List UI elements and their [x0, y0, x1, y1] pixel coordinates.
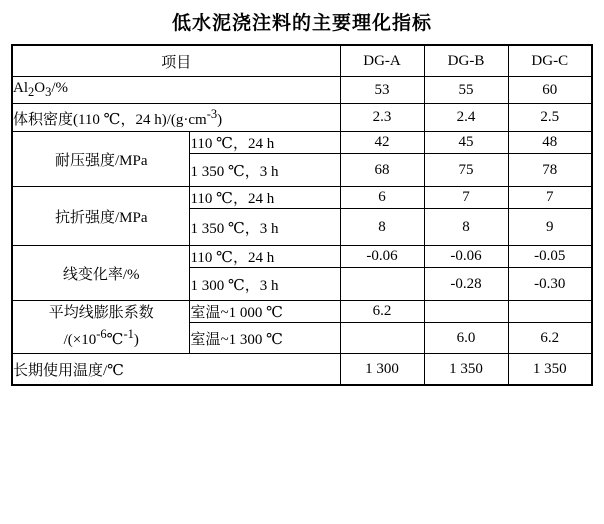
- page-title: 低水泥浇注料的主要理化指标: [171, 13, 432, 34]
- value-linear-1-c: -0.05: [508, 246, 592, 268]
- value-linear-1-a: -0.06: [340, 246, 424, 268]
- value-flexural-2-b: 8: [424, 209, 508, 246]
- condition-expansion-1: 室温~1 000 ℃: [190, 301, 340, 323]
- value-flexural-1-a: 6: [340, 187, 424, 209]
- row-label-linear-change: 线变化率/%: [12, 246, 190, 301]
- value-compressive-1-a: 42: [340, 132, 424, 154]
- header-col-3: DG-C: [508, 45, 592, 77]
- value-service-temp-b: 1 350: [424, 354, 508, 386]
- value-flexural-1-b: 7: [424, 187, 508, 209]
- row-label-al2o3: $Al_2O_3/\%$: [12, 77, 340, 104]
- value-linear-1-b: -0.06: [424, 246, 508, 268]
- value-flexural-2-a: 8: [340, 209, 424, 246]
- table-row: [12, 132, 592, 154]
- header-item: 项目: [12, 45, 340, 77]
- value-compressive-1-c: 48: [508, 132, 592, 154]
- value-al2o3-a: 53: [340, 77, 424, 104]
- table-row: [12, 187, 592, 209]
- value-al2o3-c: 60: [508, 77, 592, 104]
- condition-linear-2: 1 300 ℃，3 h: [190, 268, 340, 301]
- table-row: [12, 77, 592, 104]
- value-bulk-density-b: 2.4: [424, 104, 508, 132]
- value-bulk-density-c: 2.5: [508, 104, 592, 132]
- value-linear-2-c: -0.30: [508, 268, 592, 301]
- value-expansion-1-b: [424, 301, 508, 323]
- table-row: [12, 246, 592, 268]
- table-row: [12, 104, 592, 132]
- value-expansion-1-a: 6.2: [340, 301, 424, 323]
- value-compressive-2-c: 78: [508, 154, 592, 187]
- row-label-compressive-strength: 耐压强度/MPa: [12, 132, 190, 187]
- table-row: [12, 301, 592, 323]
- value-service-temp-a: 1 300: [340, 354, 424, 386]
- table-row: [12, 354, 592, 386]
- value-expansion-2-a: [340, 323, 424, 354]
- condition-compressive-2: 1 350 ℃，3 h: [190, 154, 340, 187]
- spec-table: [11, 44, 593, 386]
- row-label-flexural-strength: 抗折强度/MPa: [12, 187, 190, 246]
- condition-linear-1: 110 ℃，24 h: [190, 246, 340, 268]
- value-expansion-2-c: 6.2: [508, 323, 592, 354]
- value-service-temp-c: 1 350: [508, 354, 592, 386]
- header-col-1: DG-A: [340, 45, 424, 77]
- value-compressive-2-a: 68: [340, 154, 424, 187]
- row-label-service-temperature: 长期使用温度/℃: [12, 354, 340, 386]
- value-linear-2-b: -0.28: [424, 268, 508, 301]
- value-expansion-2-b: 6.0: [424, 323, 508, 354]
- header-col-2: DG-B: [424, 45, 508, 77]
- condition-compressive-1: 110 ℃，24 h: [190, 132, 340, 154]
- row-label-bulk-density: 体积密度(110 ℃，24 $h)/(g\cdot cm^{-3})$: [12, 104, 340, 132]
- table-header-row: [12, 45, 592, 77]
- value-compressive-1-b: 45: [424, 132, 508, 154]
- value-al2o3-b: 55: [424, 77, 508, 104]
- condition-flexural-1: 110 ℃，24 h: [190, 187, 340, 209]
- value-bulk-density-a: 2.3: [340, 104, 424, 132]
- value-flexural-1-c: 7: [508, 187, 592, 209]
- condition-expansion-2: 室温~1 300 ℃: [190, 323, 340, 354]
- value-expansion-1-c: [508, 301, 592, 323]
- condition-flexural-2: 1 350 ℃，3 h: [190, 209, 340, 246]
- value-flexural-2-c: 9: [508, 209, 592, 246]
- row-label-thermal-expansion: 平均线膨胀系数 $/(\times 10^{-6}℃^{-1})$: [12, 301, 190, 354]
- value-linear-2-a: [340, 268, 424, 301]
- value-compressive-2-b: 75: [424, 154, 508, 187]
